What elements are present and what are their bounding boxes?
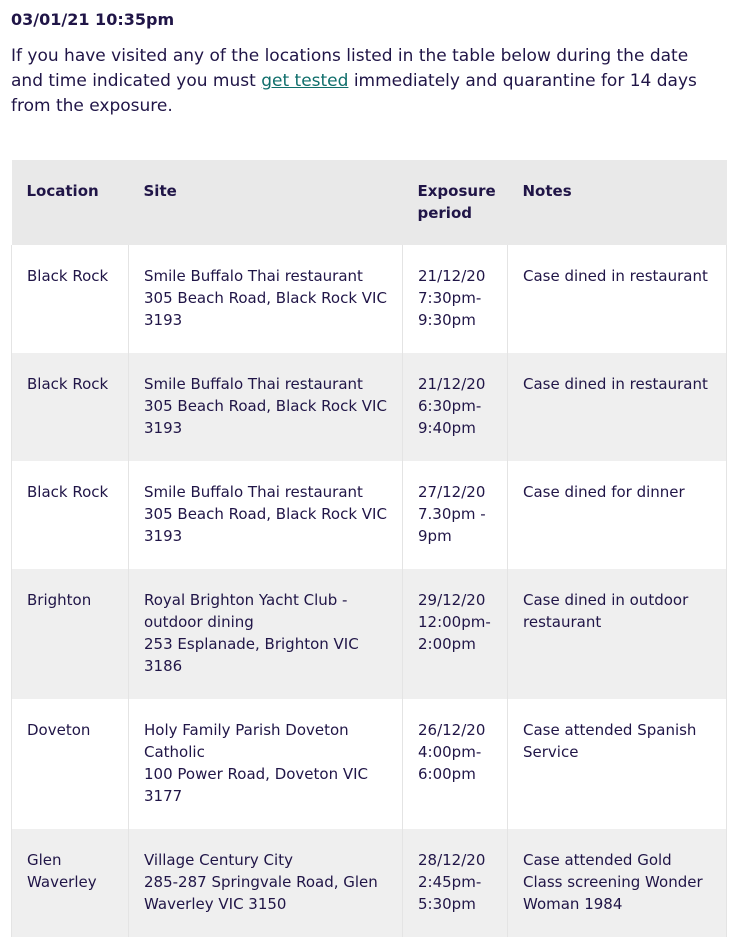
- cell-site: [129, 245, 403, 353]
- cell-site: [129, 699, 403, 829]
- cell-location: Brighton: [12, 569, 129, 699]
- site-address: 305 Beach Road, Black Rock VIC 3193: [144, 505, 387, 545]
- cell-location: Black Rock: [12, 245, 129, 353]
- exposure-date: 21/12/20: [418, 267, 486, 285]
- site-address: 253 Esplanade, Brighton VIC 3186: [144, 635, 359, 675]
- exposure-date: 28/12/20: [418, 851, 486, 869]
- cell-notes: Case attended Spanish Service: [508, 699, 727, 829]
- cell-exposure-period: [403, 699, 508, 829]
- exposure-time: 12:00pm-2:00pm: [418, 613, 491, 653]
- table-header-row: [12, 160, 727, 245]
- cell-notes: Case dined in outdoor restaurant: [508, 569, 727, 699]
- exposure-time: 2:45pm-5:30pm: [418, 873, 482, 913]
- site-name: Smile Buffalo Thai restaurant: [144, 267, 363, 285]
- header-exposure-period: Exposure period: [403, 160, 508, 245]
- table-row: [12, 245, 727, 353]
- cell-location: Doveton: [12, 699, 129, 829]
- cell-site: [129, 461, 403, 569]
- cell-notes: Case dined in restaurant: [508, 245, 727, 353]
- site-address: 285-287 Springvale Road, Glen Waverley VIC 3150: [144, 873, 378, 913]
- update-timestamp: 03/01/21 10:35pm: [11, 10, 175, 29]
- exposure-date: 21/12/20: [418, 375, 486, 393]
- cell-exposure-period: [403, 829, 508, 937]
- exposure-date: 29/12/20: [418, 591, 486, 609]
- exposure-sites-table: [11, 160, 727, 937]
- header-notes: Notes: [508, 160, 727, 245]
- site-name: Holy Family Parish Doveton Catholic: [144, 721, 349, 761]
- exposure-time: 6:30pm-9:40pm: [418, 397, 482, 437]
- exposure-date: 27/12/20: [418, 483, 486, 501]
- cell-notes: Case dined for dinner: [508, 461, 727, 569]
- cell-notes: Case attended Gold Class screening Wonder Woman 1984: [508, 829, 727, 937]
- cell-site: [129, 569, 403, 699]
- site-name: Smile Buffalo Thai restaurant: [144, 483, 363, 501]
- table-row: [12, 699, 727, 829]
- cell-exposure-period: [403, 245, 508, 353]
- site-address: 305 Beach Road, Black Rock VIC 3193: [144, 289, 387, 329]
- site-name: Smile Buffalo Thai restaurant: [144, 375, 363, 393]
- cell-site: [129, 829, 403, 937]
- exposure-time: 7:30pm-9:30pm: [418, 289, 482, 329]
- cell-exposure-period: [403, 461, 508, 569]
- exposure-time: 7.30pm - 9pm: [418, 505, 486, 545]
- cell-location: Glen Waverley: [12, 829, 129, 937]
- site-name: Royal Brighton Yacht Club - outdoor dining: [144, 591, 348, 631]
- exposure-time: 4:00pm-6:00pm: [418, 743, 482, 783]
- table-row: [12, 829, 727, 937]
- header-site: Site: [129, 160, 403, 245]
- site-name: Village Century City: [144, 851, 293, 869]
- site-address: 100 Power Road, Doveton VIC 3177: [144, 765, 369, 805]
- table-row: [12, 353, 727, 461]
- intro-text-after: immediately and quarantine for 14 days from the exposure.: [11, 71, 697, 116]
- cell-exposure-period: [403, 569, 508, 699]
- page-content: [11, 0, 727, 937]
- cell-site: [129, 353, 403, 461]
- get-tested-link[interactable]: get tested: [261, 71, 349, 91]
- cell-exposure-period: [403, 353, 508, 461]
- table-row: [12, 569, 727, 699]
- intro-paragraph: [11, 44, 723, 119]
- cell-location: Black Rock: [12, 353, 129, 461]
- intro-text-before: If you have visited any of the locations listed in the table below during the date and time indicated you must: [11, 46, 689, 91]
- cell-location: Black Rock: [12, 461, 129, 569]
- header-location: Location: [12, 160, 129, 245]
- site-address: 305 Beach Road, Black Rock VIC 3193: [144, 397, 387, 437]
- table-row: [12, 461, 727, 569]
- exposure-date: 26/12/20: [418, 721, 486, 739]
- cell-notes: Case dined in restaurant: [508, 353, 727, 461]
